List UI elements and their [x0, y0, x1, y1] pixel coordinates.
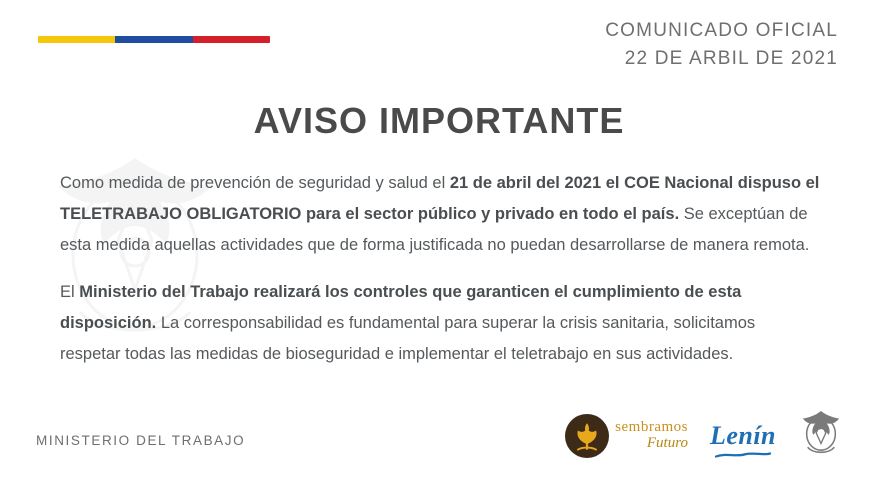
lenin-signature-logo: [706, 423, 780, 458]
signature-flourish-icon: [706, 452, 780, 458]
ministry-label: MINISTERIO DEL TRABAJO: [36, 433, 246, 448]
communication-date: 22 DE ARBIL DE 2021: [624, 48, 838, 69]
ecuador-flag-bar-icon: [38, 36, 270, 43]
paragraph-two-part-a: El: [60, 283, 80, 301]
sembramos-word: sembramos: [615, 419, 688, 436]
paragraph-two: [60, 277, 820, 370]
tree-icon: [565, 414, 609, 458]
sembramos-futuro-logo: [565, 414, 688, 458]
ecuador-coat-of-arms-icon: [798, 406, 844, 458]
footer-logos: [565, 406, 844, 458]
flag-stripe-blue: [115, 36, 192, 43]
flag-stripe-yellow: [38, 36, 115, 43]
page-title: AVISO IMPORTANTE: [253, 100, 625, 141]
paragraph-two-part-c: La corresponsabilidad es fundamental para superar la crisis sanitaria, solicitamos respetar todas las medidas de bioseguridad e implementar el teletrabajo en sus actividades.: [60, 314, 756, 363]
official-communication-header: [605, 20, 838, 70]
communication-label: COMUNICADO OFICIAL: [605, 20, 838, 41]
flag-stripe-red: [193, 36, 270, 43]
lenin-signature-text: Lenín: [709, 421, 777, 450]
announcement-body: [60, 168, 820, 384]
paragraph-two-part-b: Ministerio del Trabajo realizará los controles que garanticen el cumplimiento de esta disposición.: [60, 283, 742, 332]
sembramos-futuro-wordmark: [615, 420, 688, 452]
paragraph-one-part-a: Como medida de prevención de seguridad y salud el: [60, 174, 450, 192]
futuro-word: Futuro: [646, 435, 688, 451]
paragraph-one: [60, 168, 820, 261]
paragraph-one-part-b: 21 de abril del 2021 el COE Nacional dispuso el TELETRABAJO OBLIGATORIO para el sector público y privado en todo el país.: [60, 174, 820, 223]
paragraph-one-part-c: Se exceptúan de esta medida aquellas actividades que de forma justificada no puedan desarrollarse de manera remota.: [60, 205, 810, 254]
